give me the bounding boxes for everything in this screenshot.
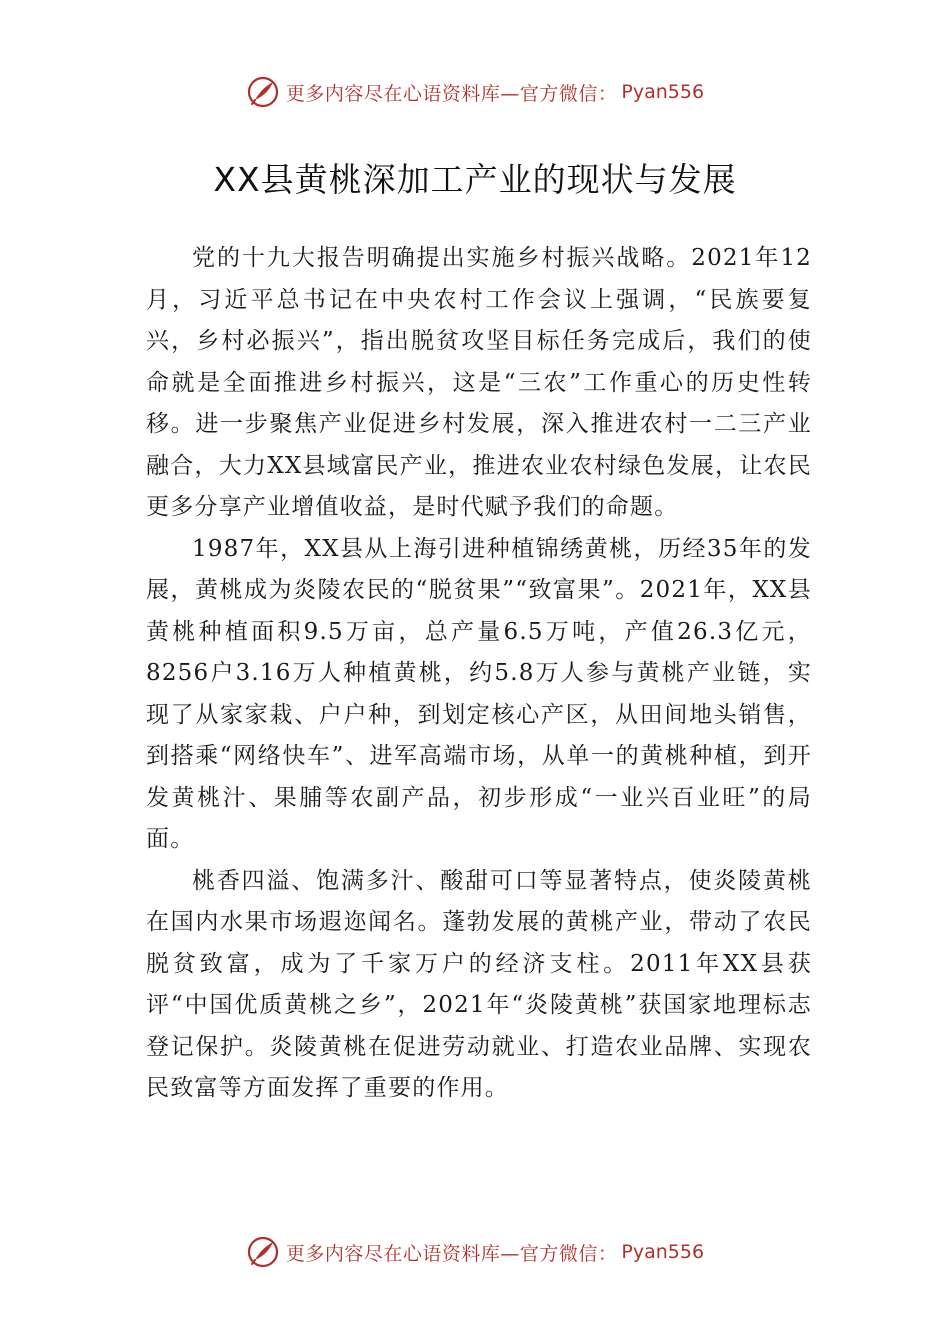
- document-title: XX县黄桃深加工产业的现状与发展: [213, 160, 737, 199]
- quill-pen-logo-icon: [246, 1235, 280, 1269]
- quill-pen-logo-icon: [246, 75, 280, 109]
- footer-watermark-banner: [0, 1232, 950, 1272]
- header-watermark-banner: [0, 72, 950, 112]
- paragraph-3: 桃香四溢、饱满多汁、酸甜可口等显著特点，使炎陵黄桃在国内水果市场遐迩闻名。蓬勃发展的黄桃产业，带动了农民脱贫致富，成为了千家万户的经济支柱。2011年XX县获评“中国优质黄桃之乡”，2021年“炎陵黄桃”获国家地理标志登记保护。炎陵黄桃在促进劳动就业、打造农业品牌、实现农民致富等方面发挥了重要的作用。: [146, 867, 812, 1101]
- document-body: [146, 238, 812, 1110]
- header-wechat-id: Pyan556: [621, 81, 705, 103]
- footer-banner-text: 更多内容尽在心语资料库—官方微信：: [285, 1242, 618, 1265]
- header-banner-text: 更多内容尽在心语资料库—官方微信：: [285, 82, 618, 105]
- paragraph-1: 党的十九大报告明确提出实施乡村振兴战略。2021年12月，习近平总书记在中央农村工作会议上强调，“民族要复兴，乡村必振兴”，指出脱贫攻坚目标任务完成后，我们的使命就是全面推进乡村振兴，这是“三农”工作重心的历史性转移。进一步聚焦产业促进乡村发展，深入推进农村一二三产业融合，大力XX县域富民产业，推进农业农村绿色发展，让农民更多分享产业增值收益，是时代赋予我们的命题。: [146, 245, 812, 520]
- paragraph-2: 1987年，XX县从上海引进种植锦绣黄桃，历经35年的发展，黄桃成为炎陵农民的“脱贫果”“致富果”。2021年，XX县黄桃种植面积9.5万亩，总产量6.5万吨，产值26.3亿元，8256户3.16万人种植黄桃，约5.8万人参与黄桃产业链，实现了从家家栽、户户种，到划定核心产区，从田间地头销售，到搭乘“网络快车”、进军高端市场，从单一的黄桃种植，到开发黄桃汁、果脯等农副产品，初步形成“一业兴百业旺”的局面。: [146, 535, 812, 852]
- footer-wechat-id: Pyan556: [621, 1241, 705, 1263]
